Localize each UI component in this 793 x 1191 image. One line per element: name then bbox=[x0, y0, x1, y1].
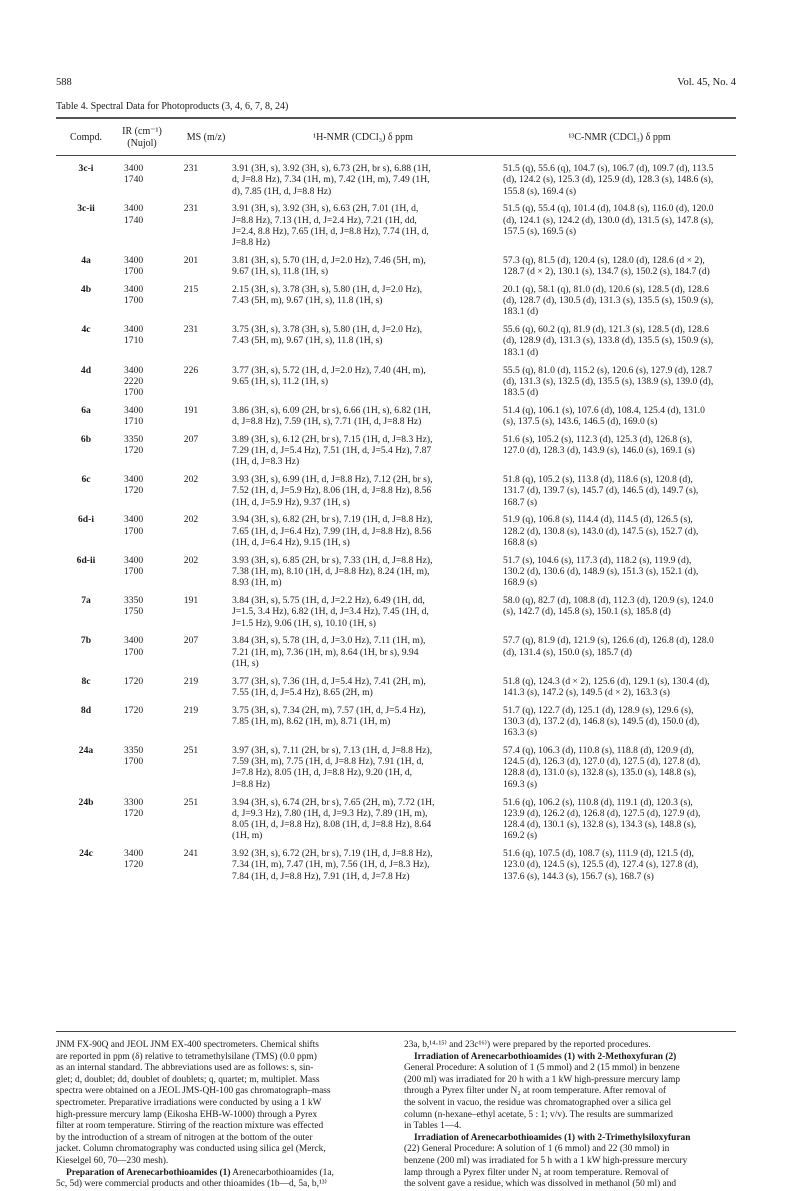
c-nmr-data bbox=[503, 635, 736, 658]
compound-id: 4d bbox=[80, 364, 92, 376]
ir-values bbox=[124, 405, 162, 428]
ir-values bbox=[124, 255, 162, 278]
h-nmr-data bbox=[232, 324, 494, 347]
body-line: the solvent in vacuo, the residue was chromatographed over a silica gel bbox=[404, 1097, 672, 1108]
c-nmr-line: (s), 142.7 (d), 145.8 (s), 150.1 (s), 185.8 (d) bbox=[503, 606, 671, 618]
ir-values bbox=[124, 705, 162, 716]
c-nmr-line: 55.5 (q), 81.0 (d), 115.2 (s), 120.6 (s), 127.9 (d), 128.7 bbox=[503, 364, 713, 376]
c-nmr-line: 51.9 (q), 106.8 (s), 114.4 (d), 114.5 (d), 126.5 (s), bbox=[503, 514, 693, 526]
body-line: as an internal standard. The abbreviations used are as follows: s, sin- bbox=[56, 1063, 314, 1074]
ir-value: 3350 bbox=[124, 433, 144, 445]
ir-values bbox=[124, 635, 162, 658]
c-nmr-line: 20.1 (q), 58.1 (q), 81.0 (d), 120.6 (s), 128.5 (d), 128.6 bbox=[503, 283, 709, 295]
h-nmr-data bbox=[232, 705, 494, 728]
c-nmr-data bbox=[503, 514, 736, 548]
compound-id: 6c bbox=[81, 474, 91, 486]
ir-value: 1740 bbox=[124, 214, 144, 226]
c-nmr-data bbox=[503, 705, 736, 739]
ir-value: 1720 bbox=[124, 485, 144, 497]
c-nmr-line: 57.3 (q), 81.5 (d), 120.4 (s), 128.0 (d), 128.6 (d × 2), bbox=[503, 254, 705, 266]
ir-value: 2220 bbox=[124, 375, 144, 387]
h-nmr-line: J=2.4, 8.8 Hz), 7.65 (1H, d, J=8.8 Hz), 7.74 (1H, d, bbox=[232, 225, 429, 237]
h-nmr-line: 3.89 (3H, s), 6.12 (2H, br s), 7.15 (1H, d, J=8.3 Hz), bbox=[232, 433, 433, 445]
ms-value: 231 bbox=[183, 324, 199, 336]
h-nmr-line: 3.91 (3H, s), 3.92 (3H, s), 6.63 (2H, 7.01 (1H, d, bbox=[232, 203, 419, 215]
ir-values bbox=[124, 163, 162, 186]
c-nmr-line: 124.5 (d), 126.3 (d), 127.0 (d), 127.5 (d), 127.8 (d), bbox=[503, 756, 701, 768]
ir-values bbox=[124, 365, 162, 399]
c-nmr-data bbox=[503, 163, 736, 197]
h-nmr-data bbox=[232, 848, 494, 882]
c-nmr-line: 128.4 (d), 130.1 (s), 132.8 (s), 134.3 (s), 148.8 (s), bbox=[503, 819, 697, 831]
c-nmr-line: (d), 124.1 (s), 124.2 (d), 130.0 (d), 131.5 (s), 147.8 (s), bbox=[503, 214, 714, 226]
body-line: spectra were obtained on a JEOL JMS-QH-100 gas chromatograph–mass bbox=[56, 1086, 331, 1097]
h-nmr-line: 3.86 (3H, s), 6.09 (2H, br s), 6.66 (1H, s), 6.82 (1H, bbox=[232, 404, 431, 416]
table-bottom-rule bbox=[56, 1031, 736, 1032]
c-nmr-line: (d), 131.3 (s), 132.5 (d), 135.5 (s), 138.9 (s), 139.0 (d), bbox=[503, 375, 714, 387]
c-nmr-line: 155.8 (s), 169.4 (s) bbox=[503, 185, 577, 197]
heading-preparation: Preparation of Arenecarbothioamides (1) bbox=[66, 1167, 231, 1178]
body-line: column (n-hexane–ethyl acetate, 5 : 1; v/v). The results are summarized bbox=[404, 1109, 673, 1120]
ms-value: 191 bbox=[183, 404, 199, 416]
body-line: in Tables 1—4. bbox=[404, 1121, 462, 1132]
c-nmr-line: 51.6 (q), 107.5 (d), 108.7 (s), 111.9 (d), 121.5 (d), bbox=[503, 848, 694, 860]
h-nmr-line: d, J=8.8 Hz), 7.59 (1H, s), 7.71 (1H, d, J=8.8 Hz) bbox=[232, 416, 422, 428]
compound-id: 24c bbox=[79, 848, 93, 860]
c-nmr-data bbox=[503, 848, 736, 882]
ms-value: 219 bbox=[183, 704, 199, 716]
h-nmr-line: d, J=8.8 Hz), 7.34 (1H, m), 7.42 (1H, m), 7.49 (1H, bbox=[232, 174, 430, 186]
c-nmr-data bbox=[503, 284, 736, 318]
heading-irradiation-siloxyfuran: Irradiation of Arenecarbothioamides (1) with 2-Trimethylsiloxyfuran bbox=[414, 1132, 691, 1143]
h-nmr-line: 2.15 (3H, s), 3.78 (3H, s), 5.80 (1H, d, J=2.0 Hz), bbox=[232, 283, 423, 295]
body-line: filter at room temperature. Stirring of the reaction mixture was effected bbox=[56, 1121, 324, 1132]
ms-value: 191 bbox=[183, 595, 199, 606]
ir-value: 3400 bbox=[124, 203, 144, 215]
h-nmr-data bbox=[232, 595, 494, 629]
c-nmr-data bbox=[503, 324, 736, 358]
ir-value: 1700 bbox=[124, 646, 144, 658]
body-line: lamp through a Pyrex filter under N₂ at room temperature. Removal of bbox=[404, 1167, 669, 1178]
c-nmr-line: 169.2 (s) bbox=[503, 830, 538, 842]
c-nmr-data bbox=[503, 745, 736, 790]
h-nmr-data bbox=[232, 745, 494, 790]
compound-id: 4a bbox=[81, 254, 91, 266]
h-nmr-line: 3.75 (3H, s), 7.34 (2H, m), 7.57 (1H, d, J=5.4 Hz), bbox=[232, 704, 426, 716]
body-line: (200 ml) was irradiated for 20 h with a 1 kW high-pressure mercury lamp bbox=[404, 1074, 681, 1085]
h-nmr-line: 9.67 (1H, s), 11.8 (1H, s) bbox=[232, 266, 329, 278]
h-nmr-data bbox=[232, 555, 494, 589]
ir-values bbox=[124, 434, 162, 457]
col-header-c-nmr: ¹³C-NMR (CDCl₃) δ ppm bbox=[568, 132, 671, 143]
ir-value: 3400 bbox=[124, 848, 144, 860]
body-line: high-pressure mercury lamp (Eikosha EHB-W-1000) through a Pyrex bbox=[56, 1109, 318, 1120]
body-line: the solvent gave a residue, which was dissolved in methanol (50 ml) and bbox=[404, 1179, 677, 1190]
h-nmr-line: 3.77 (3H, s), 5.72 (1H, d, J=2.0 Hz), 7.40 (4H, m), bbox=[232, 364, 426, 376]
compound-id: 24a bbox=[78, 744, 94, 756]
c-nmr-line: 128.8 (d), 131.0 (s), 132.8 (s), 135.0 (s), 148.8 (s), bbox=[503, 767, 697, 779]
ir-value: 3400 bbox=[124, 283, 144, 295]
h-nmr-data bbox=[232, 797, 494, 842]
h-nmr-line: 8.05 (1H, d, J=8.8 Hz), 8.08 (1H, d, J=8.8 Hz), 8.64 bbox=[232, 819, 432, 831]
ms-value: 207 bbox=[183, 635, 199, 647]
c-nmr-line: (d), 131.4 (s), 150.0 (s), 185.7 (d) bbox=[503, 646, 632, 658]
body-line: through a Pyrex filter under N₂ at room temperature. After removal of bbox=[404, 1086, 667, 1097]
h-nmr-line: 7.55 (1H, d, J=5.4 Hz), 8.65 (2H, m) bbox=[232, 686, 373, 698]
c-nmr-line: 157.5 (s), 169.5 (s) bbox=[503, 225, 577, 237]
body-left-column bbox=[56, 1040, 388, 1191]
h-nmr-line: 3.77 (3H, s), 7.36 (1H, d, J=5.4 Hz), 7.41 (2H, m), bbox=[232, 675, 426, 687]
c-nmr-line: 168.9 (s) bbox=[503, 577, 538, 589]
ir-values bbox=[124, 555, 162, 578]
ir-value: 3400 bbox=[124, 163, 144, 174]
ir-value: 3400 bbox=[124, 635, 144, 647]
ir-value: 1700 bbox=[124, 266, 144, 278]
ir-values bbox=[124, 324, 162, 347]
h-nmr-line: 8.93 (1H, m) bbox=[232, 577, 282, 589]
table-caption: Table 4. Spectral Data for Photoproducts (3, 4, 6, 7, 8, 24) bbox=[56, 101, 289, 112]
page-number: 588 bbox=[56, 77, 72, 88]
ir-values bbox=[124, 474, 162, 497]
c-nmr-line: 51.8 (q), 124.3 (d × 2), 125.6 (d), 129.1 (s), 130.4 (d), bbox=[503, 675, 710, 687]
ir-value: 3350 bbox=[124, 595, 144, 606]
ir-value: 1710 bbox=[124, 416, 144, 428]
h-nmr-line: J=1.5 Hz), 9.06 (1H, s), 10.10 (1H, s) bbox=[232, 617, 376, 629]
h-nmr-line: 7.52 (1H, d, J=5.9 Hz), 8.06 (1H, d, J=8.8 Hz), 8.56 bbox=[232, 485, 432, 497]
h-nmr-line: (1H, m) bbox=[232, 830, 263, 842]
c-nmr-line: 183.1 (d) bbox=[503, 306, 539, 318]
ms-value: 219 bbox=[183, 675, 199, 687]
h-nmr-line: 3.84 (3H, s), 5.75 (1H, d, J=2.2 Hz), 6.49 (1H, dd, bbox=[232, 595, 425, 606]
c-nmr-line: 130.2 (d), 130.6 (d), 148.9 (s), 151.3 (s), 152.1 (d), bbox=[503, 565, 699, 577]
h-nmr-line: J=8.8 Hz), 7.13 (1H, d, J=2.4 Hz), 7.21 (1H, dd, bbox=[232, 214, 417, 226]
c-nmr-line: 169.3 (s) bbox=[503, 778, 538, 790]
c-nmr-line: 131.7 (d), 139.7 (s), 145.7 (d), 146.5 (d), 149.7 (s), bbox=[503, 485, 699, 497]
ir-value: 3400 bbox=[124, 324, 144, 336]
ir-value: 1710 bbox=[124, 335, 144, 347]
c-nmr-data bbox=[503, 474, 736, 508]
c-nmr-line: 58.0 (q), 82.7 (d), 108.8 (d), 112.3 (d), 120.9 (s), 124.0 bbox=[503, 595, 714, 606]
body-line: JNM FX-90Q and JEOL JNM EX-400 spectrometers. Chemical shifts bbox=[56, 1040, 319, 1050]
h-nmr-line: 3.94 (3H, s), 6.74 (2H, br s), 7.65 (2H, m), 7.72 (1H, bbox=[232, 796, 435, 808]
c-nmr-data bbox=[503, 365, 736, 399]
h-nmr-data bbox=[232, 284, 494, 307]
c-nmr-line: (d), 128.9 (d), 131.3 (s), 133.8 (d), 135.5 (s), 150.9 (s), bbox=[503, 335, 714, 347]
h-nmr-line: (1H, d, J=8.3 Hz) bbox=[232, 456, 300, 468]
ir-value: 3400 bbox=[124, 554, 144, 566]
c-nmr-line: 127.0 (d), 128.3 (d), 143.9 (s), 146.0 (s), 169.1 (s) bbox=[503, 445, 695, 457]
h-nmr-data bbox=[232, 255, 494, 278]
h-nmr-line: 7.65 (1H, d, J=6.4 Hz), 7.99 (1H, d, J=8.8 Hz), 8.56 bbox=[232, 525, 432, 537]
c-nmr-line: 168.7 (s) bbox=[503, 496, 538, 508]
ir-value: 3400 bbox=[124, 254, 144, 266]
h-nmr-line: 3.92 (3H, s), 6.72 (2H, br s), 7.19 (1H, d, J=8.8 Hz), bbox=[232, 848, 433, 860]
compound-id: 6d-i bbox=[78, 514, 94, 526]
col-header-h-nmr: ¹H-NMR (CDCl₃) δ ppm bbox=[313, 132, 413, 143]
ir-values bbox=[124, 745, 162, 768]
body-line: glet; d, doublet; dd, doublet of doublets; q, quartet; m, multiplet. Mass bbox=[56, 1074, 320, 1085]
h-nmr-line: 7.43 (5H, m), 9.67 (1H, s), 11.8 (1H, s) bbox=[232, 335, 383, 347]
ms-value: 231 bbox=[183, 203, 199, 215]
c-nmr-line: 130.3 (d), 137.2 (d), 146.8 (s), 149.5 (d), 150.0 (d), bbox=[503, 715, 700, 727]
c-nmr-line: 128.7 (d × 2), 130.1 (s), 134.7 (s), 150.2 (s), 184.7 (d) bbox=[503, 266, 710, 278]
c-nmr-line: (d), 124.2 (s), 125.3 (d), 125.9 (d), 128.3 (s), 148.6 (s), bbox=[503, 174, 714, 186]
c-nmr-data bbox=[503, 555, 736, 589]
col-header-compd: Compd. bbox=[70, 132, 102, 143]
ms-value: 241 bbox=[183, 848, 199, 860]
h-nmr-line: (1H, d, J=6.4 Hz), 9.15 (1H, s) bbox=[232, 536, 350, 548]
body-line: by the introduction of a stream of nitrogen at the bottom of the outer bbox=[56, 1132, 313, 1143]
col-header-ir: IR (cm⁻¹) (Nujol) bbox=[122, 126, 162, 149]
c-nmr-data bbox=[503, 203, 736, 237]
compound-id: 3c-ii bbox=[77, 203, 95, 215]
compound-id: 7b bbox=[80, 635, 92, 647]
ir-value: 3400 bbox=[124, 514, 144, 526]
c-nmr-line: 55.6 (q), 60.2 (q), 81.9 (d), 121.3 (s), 128.5 (d), 128.6 bbox=[503, 324, 709, 336]
c-nmr-data bbox=[503, 595, 736, 618]
ir-value: 1720 bbox=[124, 859, 144, 871]
h-nmr-line: 7.38 (1H, m), 8.10 (1H, d, J=8.8 Hz), 8.24 (1H, m), bbox=[232, 565, 430, 577]
c-nmr-line: 128.2 (d), 130.8 (s), 143.0 (d), 147.5 (s), 152.7 (d), bbox=[503, 525, 699, 537]
ir-value: 1720 bbox=[124, 675, 144, 687]
c-nmr-line: 163.3 (s) bbox=[503, 727, 538, 739]
h-nmr-line: 3.81 (3H, s), 5.70 (1H, d, J=2.0 Hz), 7.46 (5H, m), bbox=[232, 254, 426, 266]
c-nmr-line: 168.8 (s) bbox=[503, 536, 538, 548]
h-nmr-line: 3.93 (3H, s), 6.99 (1H, d, J=8.8 Hz), 7.12 (2H, br s), bbox=[232, 474, 433, 486]
compound-id: 4c bbox=[81, 324, 91, 336]
ir-value: 1750 bbox=[124, 606, 144, 618]
ir-values bbox=[124, 797, 162, 820]
h-nmr-data bbox=[232, 635, 494, 669]
c-nmr-data bbox=[503, 405, 736, 428]
ir-values bbox=[124, 848, 162, 871]
ir-value: 3400 bbox=[124, 364, 144, 376]
compound-id: 6a bbox=[81, 404, 91, 416]
ir-value: 3400 bbox=[124, 474, 144, 486]
table-body bbox=[56, 163, 736, 1033]
c-nmr-line: 57.7 (q), 81.9 (d), 121.9 (s), 126.6 (d), 126.8 (d), 128.0 bbox=[503, 635, 714, 647]
c-nmr-line: 57.4 (q), 106.3 (d), 110.8 (s), 118.8 (d), 120.9 (d), bbox=[503, 744, 694, 756]
body-line: Kieselgel 60, 70—230 mesh). bbox=[56, 1155, 169, 1166]
h-nmr-data bbox=[232, 163, 494, 197]
h-nmr-line: 3.94 (3H, s), 6.82 (2H, br s), 7.19 (1H, d, J=8.8 Hz), bbox=[232, 514, 433, 526]
c-nmr-line: 51.6 (q), 106.2 (s), 110.8 (d), 119.1 (d), 120.3 (s), bbox=[503, 796, 693, 808]
c-nmr-line: 51.4 (q), 106.1 (s), 107.6 (d), 108.4, 125.4 (d), 131.0 bbox=[503, 404, 705, 416]
h-nmr-line: 7.43 (5H, m), 9.67 (1H, s), 11.8 (1H, s) bbox=[232, 295, 383, 307]
body-line: benzene (200 ml) was irradiated for 5 h with a 1 kW high-pressure mercury bbox=[404, 1155, 688, 1166]
compound-id: 3c-i bbox=[78, 163, 94, 174]
ir-value: 1700 bbox=[124, 387, 144, 399]
ms-value: 202 bbox=[183, 554, 199, 566]
c-nmr-line: 51.7 (q), 122.7 (d), 125.1 (d), 128.9 (s), 129.6 (s), bbox=[503, 704, 694, 716]
ir-values bbox=[124, 514, 162, 537]
ms-value: 231 bbox=[183, 163, 199, 174]
h-nmr-line: 7.85 (1H, m), 8.62 (1H, m), 8.71 (1H, m) bbox=[232, 715, 391, 727]
compound-id: 6d-ii bbox=[76, 554, 96, 566]
ir-value: 3300 bbox=[124, 796, 144, 808]
c-nmr-line: 51.8 (q), 105.2 (s), 113.8 (d), 118.6 (s), 120.8 (d), bbox=[503, 474, 693, 486]
body-line: (22) General Procedure: A solution of 1 (6 mmol) and 22 (30 mmol) in bbox=[404, 1144, 670, 1155]
c-nmr-line: 123.0 (d), 124.5 (s), 125.5 (d), 127.4 (s), 127.8 (d), bbox=[503, 859, 699, 871]
h-nmr-data bbox=[232, 405, 494, 428]
ms-value: 251 bbox=[183, 744, 199, 756]
ms-value: 201 bbox=[183, 254, 199, 266]
h-nmr-line: 7.59 (3H, m), 7.75 (1H, d, J=8.8 Hz), 7.91 (1H, d, bbox=[232, 756, 424, 768]
h-nmr-data bbox=[232, 474, 494, 508]
h-nmr-line: 7.29 (1H, d, J=5.4 Hz), 7.51 (1H, d, J=5.4 Hz), 7.87 bbox=[232, 445, 432, 457]
c-nmr-data bbox=[503, 434, 736, 457]
table-header-rule bbox=[56, 155, 736, 156]
c-nmr-line: 123.9 (d), 126.2 (d), 126.8 (d), 127.5 (d), 127.9 (d), bbox=[503, 807, 701, 819]
ir-value: 1700 bbox=[124, 756, 144, 768]
heading-irradiation-methoxyfuran: Irradiation of Arenecarbothioamides (1) with 2-Methoxyfuran (2) bbox=[414, 1051, 677, 1062]
h-nmr-data bbox=[232, 203, 494, 248]
ir-value: 1720 bbox=[124, 704, 144, 716]
h-nmr-line: (1H, d, J=5.9 Hz), 9.37 (1H, s) bbox=[232, 496, 350, 508]
c-nmr-line: 51.5 (q), 55.6 (q), 104.7 (s), 106.7 (d), 109.7 (d), 113.5 bbox=[503, 163, 714, 174]
h-nmr-line: 3.91 (3H, s), 3.92 (3H, s), 6.73 (2H, br s), 6.88 (1H, bbox=[232, 163, 431, 174]
body-right-column bbox=[404, 1040, 736, 1191]
body-line: 5c, 5d) were commercial products and other thioamides (1b—d, 5a, b,¹³⁾ bbox=[56, 1179, 327, 1190]
h-nmr-line: 7.34 (1H, m), 7.47 (1H, m), 7.56 (1H, d, J=8.3 Hz), bbox=[232, 859, 430, 871]
ms-value: 207 bbox=[183, 433, 199, 445]
col-header-ms: MS (m/z) bbox=[186, 132, 226, 143]
compound-id: 8c bbox=[81, 675, 91, 687]
ir-value: 3400 bbox=[124, 404, 144, 416]
ms-value: 215 bbox=[183, 283, 199, 295]
c-nmr-line: (s), 137.5 (s), 143.6, 146.5 (d), 169.0 (s) bbox=[503, 416, 658, 428]
c-nmr-data bbox=[503, 255, 736, 278]
ms-value: 251 bbox=[183, 796, 199, 808]
h-nmr-line: 9.65 (1H, s), 11.2 (1H, s) bbox=[232, 375, 329, 387]
h-nmr-line: 3.93 (3H, s), 6.85 (2H, br s), 7.33 (1H, d, J=8.8 Hz), bbox=[232, 554, 433, 566]
ir-values bbox=[124, 595, 162, 618]
compound-id: 6b bbox=[80, 433, 92, 445]
c-nmr-line: 137.6 (s), 144.3 (s), 156.7 (s), 168.7 (s) bbox=[503, 870, 654, 882]
h-nmr-line: J=7.8 Hz), 8.05 (1H, d, J=8.8 Hz), 9.20 (1H, d, bbox=[232, 767, 413, 779]
h-nmr-line: 3.75 (3H, s), 3.78 (3H, s), 5.80 (1H, d, J=2.0 Hz), bbox=[232, 324, 423, 336]
ms-value: 202 bbox=[183, 474, 199, 486]
h-nmr-line: d), 7.85 (1H, d, J=8.8 Hz) bbox=[232, 185, 332, 197]
h-nmr-line: 7.84 (1H, d, J=8.8 Hz), 7.91 (1H, d, J=7.8 Hz) bbox=[232, 870, 410, 882]
c-nmr-line: 51.7 (s), 104.6 (s), 117.3 (d), 118.2 (s), 119.9 (d), bbox=[503, 554, 692, 566]
h-nmr-line: J=8.8 Hz) bbox=[232, 778, 270, 790]
paragraph-preparation: Preparation of Arenecarbothioamides (1) Arenecarbothioamides (1a, bbox=[56, 1168, 388, 1180]
body-line: are reported in ppm (δ) relative to tetramethylsilane (TMS) (0.0 ppm) bbox=[56, 1051, 317, 1062]
h-nmr-line: J=8.8 Hz) bbox=[232, 237, 270, 249]
ir-value: 1720 bbox=[124, 807, 144, 819]
compound-id: 8d bbox=[80, 704, 92, 716]
c-nmr-line: 141.3 (s), 147.2 (s), 149.5 (d × 2), 163.3 (s) bbox=[503, 686, 670, 698]
body-line: General Procedure: A solution of 1 (5 mmol) and 2 (15 mmol) in benzene bbox=[404, 1063, 680, 1074]
h-nmr-line: 7.21 (1H, m), 7.36 (1H, m), 8.64 (1H, br s), 9.94 bbox=[232, 646, 419, 658]
body-line: jacket. Column chromatography was conducted using silica gel (Merck, bbox=[56, 1144, 326, 1155]
ir-value: 1740 bbox=[124, 174, 144, 186]
table-top-rule bbox=[56, 117, 736, 119]
c-nmr-line: 183.1 (d) bbox=[503, 346, 539, 358]
h-nmr-data bbox=[232, 365, 494, 388]
ir-value: 1720 bbox=[124, 445, 144, 457]
body-line: spectrometer. Preparative irradiations were conducted by using a 1 kW bbox=[56, 1097, 322, 1108]
c-nmr-line: 51.6 (s), 105.2 (s), 112.3 (d), 125.3 (d), 126.8 (s), bbox=[503, 433, 693, 445]
ir-value: 1700 bbox=[124, 295, 144, 307]
ms-value: 202 bbox=[183, 514, 199, 526]
ir-value: 1700 bbox=[124, 565, 144, 577]
compound-id: 4b bbox=[80, 283, 92, 295]
ir-value: 1700 bbox=[124, 525, 144, 537]
h-nmr-data bbox=[232, 676, 494, 699]
h-nmr-line: d, J=9.3 Hz), 7.80 (1H, d, J=9.3 Hz), 7.89 (1H, m), bbox=[232, 807, 428, 819]
c-nmr-data bbox=[503, 797, 736, 842]
h-nmr-line: 3.97 (3H, s), 7.11 (2H, br s), 7.13 (1H, d, J=8.8 Hz), bbox=[232, 744, 433, 756]
ms-value: 226 bbox=[183, 364, 199, 376]
c-nmr-line: 51.5 (q), 55.4 (q), 101.4 (d), 104.8 (s), 116.0 (d), 120.0 bbox=[503, 203, 714, 215]
h-nmr-data bbox=[232, 434, 494, 468]
ir-value: 3350 bbox=[124, 744, 144, 756]
h-nmr-line: 3.84 (3H, s), 5.78 (1H, d, J=3.0 Hz), 7.11 (1H, m), bbox=[232, 635, 426, 647]
c-nmr-data bbox=[503, 676, 736, 699]
h-nmr-line: J=1.5, 3.4 Hz), 6.82 (1H, d, J=3.4 Hz), 7.45 (1H, d, bbox=[232, 606, 429, 618]
body-line: 23a, b,¹⁴·¹⁵⁾ and 23c¹⁶⁾) were prepared by the reported procedures. bbox=[404, 1040, 651, 1050]
ir-values bbox=[124, 676, 162, 687]
h-nmr-data bbox=[232, 514, 494, 548]
c-nmr-line: (d), 128.7 (d), 130.5 (d), 131.3 (s), 135.5 (s), 150.9 (s), bbox=[503, 295, 714, 307]
journal-volume: Vol. 45, No. 4 bbox=[677, 77, 736, 88]
compound-id: 24b bbox=[78, 796, 94, 808]
c-nmr-line: 183.5 (d) bbox=[503, 387, 539, 399]
ir-values bbox=[124, 203, 162, 226]
ir-values bbox=[124, 284, 162, 307]
compound-id: 7a bbox=[81, 595, 91, 606]
h-nmr-line: (1H, s) bbox=[232, 657, 259, 669]
